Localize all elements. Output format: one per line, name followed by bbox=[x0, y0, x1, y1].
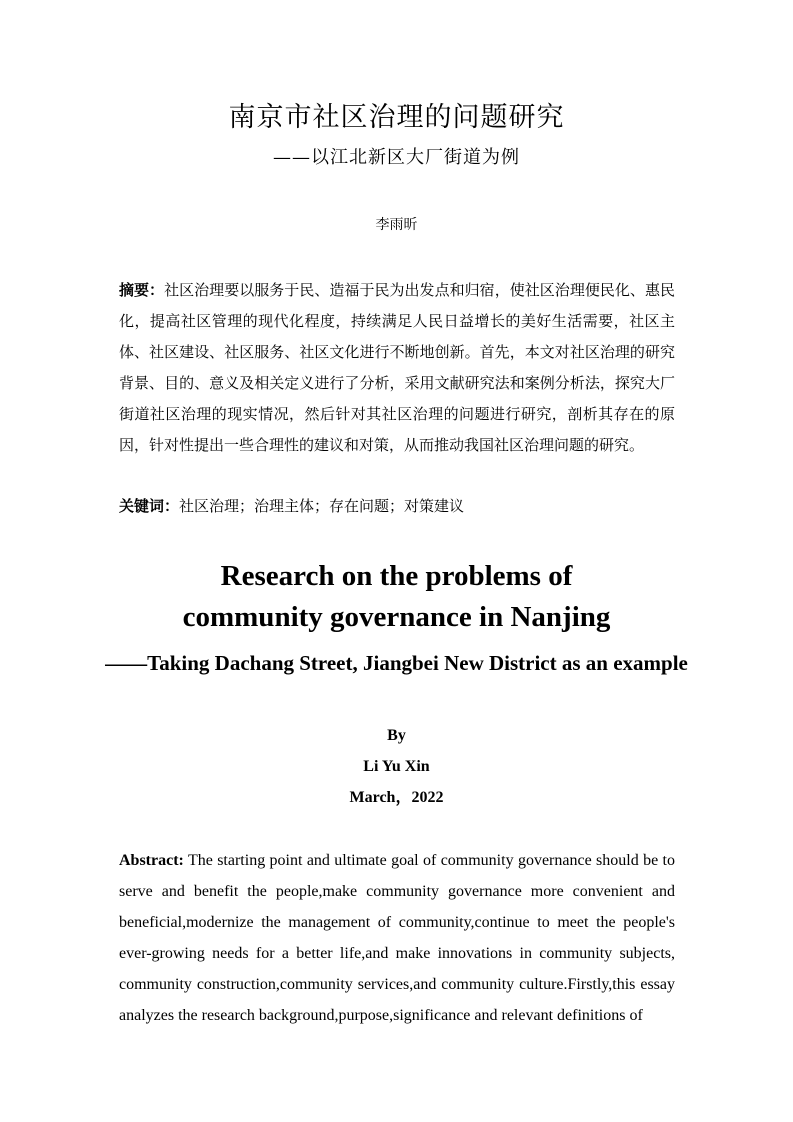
chinese-keywords-text: 社区治理；治理主体；存在问题；对策建议 bbox=[179, 497, 465, 515]
chinese-subtitle: ——以江北新区大厂街道为例 bbox=[273, 147, 520, 168]
english-abstract-label: Abstract: bbox=[119, 852, 184, 869]
chinese-abstract bbox=[119, 275, 675, 461]
english-by: By bbox=[387, 727, 406, 744]
english-subtitle: ——Taking Dachang Street, Jiangbei New District as an example bbox=[105, 651, 688, 675]
chinese-title: 南京市社区治理的问题研究 bbox=[228, 102, 565, 133]
english-date: March，2022 bbox=[349, 789, 444, 806]
english-abstract bbox=[119, 845, 675, 1031]
english-abstract-text: The starting point and ultimate goal of community governance should be to serve and benefit the people,make community governance more convenient and beneficial,modernize the management of community,continue to meet the people's ever-growing needs for a better life,and make innovations in community subjects, community construction,community services,and community culture.Firstly,this essay analyzes the research background,purpose,significance and relevant definitions of bbox=[119, 852, 675, 1024]
english-title-line2: community governance in Nanjing bbox=[182, 601, 611, 633]
chinese-abstract-label: 摘要： bbox=[119, 281, 165, 299]
english-title bbox=[0, 556, 793, 638]
english-author: Li Yu Xin bbox=[363, 758, 430, 775]
chinese-abstract-text: 社区治理要以服务于民、造福于民为出发点和归宿，使社区治理便民化、惠民化，提高社区管理的现代化程度，持续满足人民日益增长的美好生活需要，社区主体、社区建设、社区服务、社区文化进行不断地创新。首先，本文对社区治理的研究背景、目的、意义及相关定义进行了分析，采用文献研究法和案例分析法，探究大厂街道社区治理的现实情况，然后针对其社区治理的问题进行研究，剖析其存在的原因，针对性提出一些合理性的建议和对策，从而推动我国社区治理问题的研究。 bbox=[119, 281, 675, 454]
english-title-line1: Research on the problems of bbox=[220, 560, 573, 592]
chinese-author: 李雨昕 bbox=[375, 217, 418, 233]
chinese-keywords bbox=[119, 492, 675, 520]
chinese-keywords-label: 关键词： bbox=[119, 497, 180, 515]
